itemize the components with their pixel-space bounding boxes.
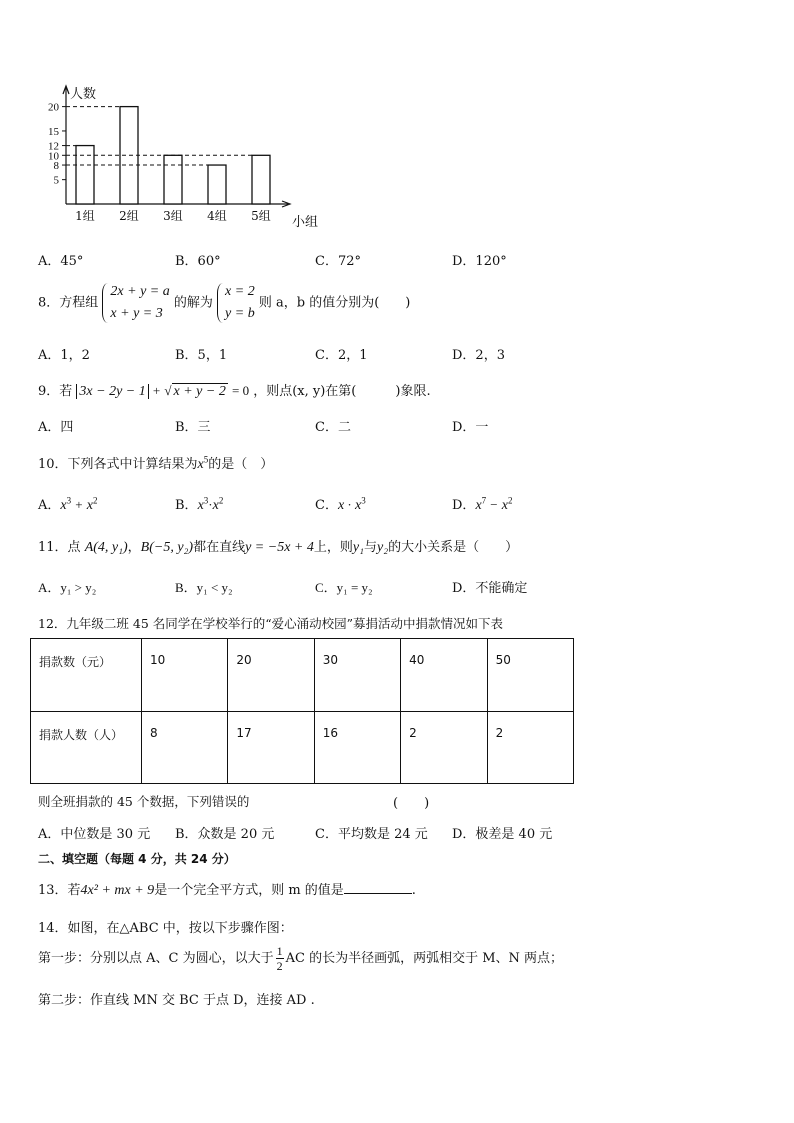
- q11-mid: 都在直线: [193, 540, 246, 555]
- q8-eq1: 2x + y = a: [110, 284, 170, 299]
- x-tick-label: 5组: [251, 209, 271, 223]
- y-tick-label: 8: [53, 160, 59, 173]
- table-cell: 30: [314, 639, 400, 712]
- question-8: [38, 281, 410, 325]
- q14-line1: 14．如图，在△ABC 中，按以下步骤作图：: [38, 921, 293, 936]
- question-12: 12．九年级二班 45 名同学在学校举行的“爱心涌动校园”募捐活动中捐款情况如下表: [38, 616, 504, 631]
- y-tick-label: 20: [48, 101, 59, 114]
- q7-option-c[interactable]: C．72°: [315, 254, 361, 269]
- q8-option-d[interactable]: D．2，3: [452, 348, 505, 363]
- y-tick-label: 12: [48, 140, 59, 153]
- table-cell: 2: [401, 711, 487, 784]
- q10-text-pre: 10．下列各式中计算结果为: [38, 457, 198, 472]
- q9-abs-expr: 3x − 2y − 1: [79, 384, 146, 399]
- q10-text-post: 的是（ ）: [208, 457, 274, 472]
- q11-option-a[interactable]: A．y₁ > y₂: [38, 580, 97, 595]
- y-tick-label: 5: [53, 174, 59, 187]
- q11-point-b: B(−5, y₂): [140, 540, 194, 555]
- question-11: 11．点 A(4, y₁)，B(−5, y₂)都在直线y = −5x + 4上，则y₁与y₂的大小关系是（ ）: [38, 540, 519, 555]
- table-row: [31, 639, 574, 712]
- q9-option-c[interactable]: C．二: [315, 420, 351, 435]
- q8-sol1: x = 2: [225, 284, 255, 299]
- q14-step2: 第二步：作直线 MN 交 BC 于点 D，连接 AD .: [38, 993, 315, 1008]
- q11-option-c[interactable]: C．y₁ = y₂: [315, 580, 373, 595]
- bar: [252, 155, 270, 204]
- q14-step1: [38, 944, 563, 973]
- q13-expr: 4x² + mx + 9: [80, 883, 155, 898]
- q13-prefix: 13．若: [38, 883, 81, 898]
- x-tick-label: 1组: [75, 209, 95, 223]
- q9-prefix: 9．若: [38, 384, 73, 399]
- q8-option-b[interactable]: B．5，1: [175, 348, 228, 363]
- question-9: 9．若 3x − 2y − 1 + √ x + y − 2 = 0 ，则点(x, y)在第( )象限.: [38, 383, 431, 399]
- table-cell: 20: [228, 639, 314, 712]
- table-header-cell: 捐款人数（人）: [31, 711, 142, 784]
- section-2-title: 二、填空题（每题 4 分，共 24 分）: [38, 852, 236, 866]
- x-tick-label: 3组: [163, 209, 183, 223]
- q8-eq2: x + y = 3: [110, 306, 163, 321]
- bar: [208, 165, 226, 204]
- y-tick-label: 15: [48, 125, 59, 138]
- q9-sqrt-expr: x + y − 2: [173, 384, 226, 399]
- q8-option-a[interactable]: A．1，2: [38, 348, 90, 363]
- q9-option-d[interactable]: D．一: [452, 420, 489, 435]
- table-cell: 16: [314, 711, 400, 784]
- q13-suffix: 是一个完全平方式，则 m 的值是: [154, 883, 344, 898]
- q10-option-a[interactable]: A．$x^3 + x^2$: [38, 495, 98, 513]
- table-cell: 17: [228, 711, 314, 784]
- q12-option-c[interactable]: C．平均数是 24 元: [315, 827, 428, 842]
- q11-y1: y₁: [352, 540, 364, 555]
- table-cell: 10: [142, 639, 228, 712]
- q11-line: y = −5x + 4: [245, 540, 314, 555]
- q11-tail: 上，则: [313, 540, 353, 555]
- q11-point-a: A(4, y₁): [84, 540, 128, 555]
- q12-paren: ( ): [393, 796, 430, 811]
- q14-step1-post: AC 的长为半径画弧，两弧相交于 M、N 两点；: [285, 951, 564, 966]
- x-axis-label: 小组: [292, 215, 319, 230]
- q7-option-b[interactable]: B．60°: [175, 254, 221, 269]
- bar: [164, 155, 182, 204]
- q11-and: 与: [363, 540, 377, 555]
- donation-table: [30, 638, 574, 784]
- q9-option-a[interactable]: A．四: [38, 420, 74, 435]
- q11-suffix: 的大小关系是（ ）: [388, 540, 519, 555]
- q8-option-c[interactable]: C．2，1: [315, 348, 368, 363]
- q13-answer-blank[interactable]: [344, 881, 412, 894]
- q12-option-a[interactable]: A．中位数是 30 元: [38, 827, 151, 842]
- table-cell: 2: [487, 711, 573, 784]
- q9-eq: = 0: [231, 383, 250, 398]
- q11-num: 11．点: [38, 540, 81, 555]
- q9-option-b[interactable]: B．三: [175, 420, 211, 435]
- table-cell: 50: [487, 639, 573, 712]
- chart-root: [48, 86, 318, 230]
- x-tick-label: 4组: [207, 209, 227, 223]
- bar-chart: [30, 80, 350, 232]
- table-header-cell: 捐款数（元）: [31, 639, 142, 712]
- q8-prefix: 8．方程组: [38, 295, 99, 311]
- q13-end: .: [411, 883, 416, 898]
- q8-suffix: 则 a，b 的值分别为( ): [258, 295, 411, 311]
- table-row: [31, 711, 574, 784]
- question-13: [38, 879, 416, 899]
- q10-option-c[interactable]: C．$x \cdot x^3$: [315, 495, 366, 513]
- q7-option-a[interactable]: A．45°: [38, 254, 84, 269]
- q12-option-d[interactable]: D．极差是 40 元: [452, 827, 553, 842]
- table-cell: 40: [401, 639, 487, 712]
- q8-system: [102, 281, 169, 325]
- q10-option-b[interactable]: B．$x^3\cdot x^2$: [175, 495, 224, 513]
- question-10: 10．下列各式中计算结果为$x^5$的是（ ）: [38, 454, 274, 472]
- q8-sol2: y = b: [225, 306, 255, 321]
- q7-option-d[interactable]: D．120°: [452, 254, 507, 269]
- q14-step1-pre: 第一步：分别以点 A、C 为圆心，以大于: [38, 951, 274, 966]
- q9-suffix: ，则点(x, y)在第( )象限.: [253, 384, 431, 399]
- y-axis-label: 人数: [70, 87, 97, 102]
- q14-fraction: $\frac{1}{2}$: [276, 944, 283, 973]
- q8-solution: [217, 281, 255, 325]
- bar: [76, 146, 94, 204]
- q11-y2: y₂: [377, 540, 389, 555]
- x-tick-label: 2组: [119, 209, 139, 223]
- q11-option-d[interactable]: D．不能确定: [452, 581, 528, 596]
- q12-option-b[interactable]: B．众数是 20 元: [175, 827, 275, 842]
- q11-option-b[interactable]: B．y₁ < y₂: [175, 580, 233, 595]
- table-cell: 8: [142, 711, 228, 784]
- q8-mid: 的解为: [173, 295, 213, 311]
- q9-plus: +: [152, 383, 161, 398]
- q10-option-d[interactable]: D．$x^7 - x^2$: [452, 495, 513, 513]
- q12-question: 则全班捐款的 45 个数据，下列错误的: [38, 794, 250, 809]
- y-tick-label: 10: [48, 150, 59, 163]
